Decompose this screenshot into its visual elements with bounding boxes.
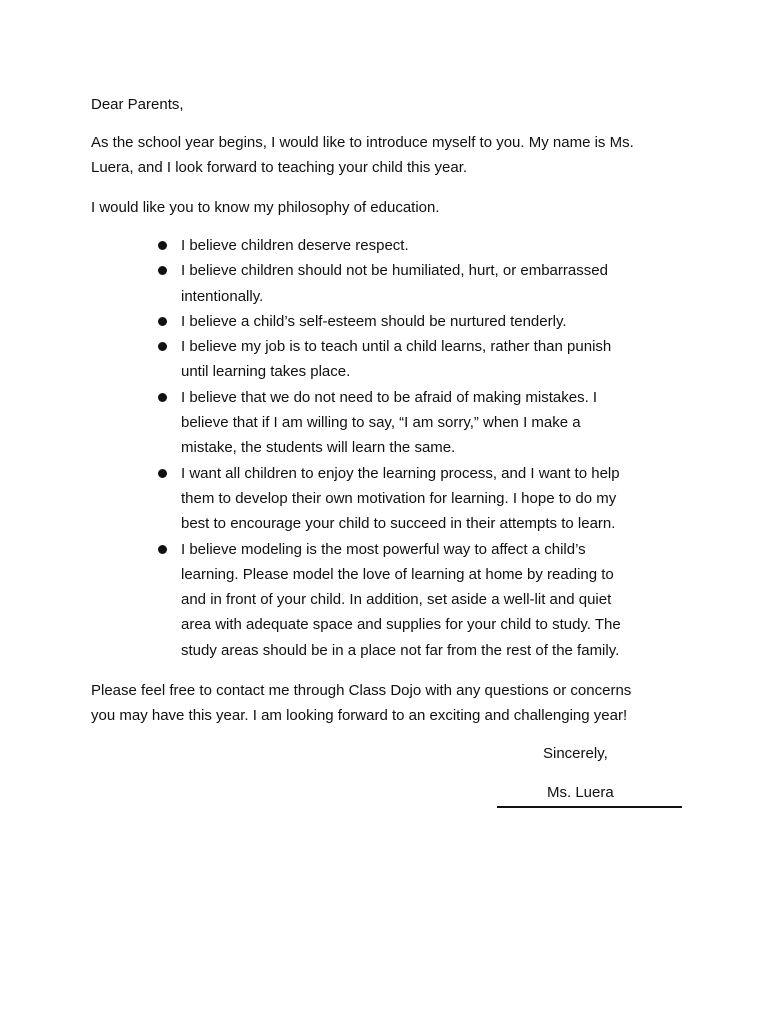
closing-line: you may have this year. I am looking forward to an exciting and challenging year! [91,707,628,724]
belief-line: study areas should be in a place not far from the rest of the family. [181,641,620,659]
bullet-icon [158,469,167,478]
belief-line: I believe children deserve respect. [181,237,409,254]
bullet-icon [158,241,167,250]
belief-item [156,334,686,385]
belief-line: I want all children to enjoy the learning process, and I want to help [181,464,620,482]
belief-line: I believe modeling is the most powerful way to affect a child’s [181,540,586,558]
intro-paragraph [91,130,691,180]
belief-line: I believe my job is to teach until a child learns, rather than punish [181,338,612,356]
philosophy-intro: I would like you to know my philosophy of education. [91,199,440,216]
belief-line: intentionally. [181,287,264,305]
bullet-icon [158,545,167,554]
belief-item [156,233,686,258]
beliefs-list [156,233,686,663]
belief-line: learning. Please model the love of learning at home by reading to [181,565,614,583]
intro-line: Luera, and I look forward to teaching your child this year. [91,159,468,176]
closing-line: Please feel free to contact me through Class Dojo with any questions or concerns [91,682,632,699]
belief-item [156,309,686,334]
intro-line: As the school year begins, I would like to introduce myself to you. My name is Ms. [91,134,634,151]
signature-line [497,806,682,808]
bullet-icon [158,317,167,326]
sign-off: Sincerely, [543,745,608,762]
belief-line: area with adequate space and supplies for your child to study. The [181,616,621,634]
bullet-icon [158,342,167,351]
belief-line: and in front of your child. In addition, set aside a well-lit and quiet [181,591,612,609]
belief-item [156,537,686,663]
closing-paragraph [91,678,691,728]
belief-line: I believe that we do not need to be afraid of making mistakes. I [181,388,598,406]
belief-item [156,385,686,461]
belief-item [156,258,686,309]
bullet-icon [158,266,167,275]
belief-line: them to develop their own motivation for learning. I hope to do my [181,489,617,507]
belief-item [156,461,686,537]
belief-line: I believe a child’s self-esteem should be nurtured tenderly. [181,312,567,330]
belief-line: believe that if I am willing to say, “I am sorry,” when I make a [181,414,581,432]
belief-line: best to encourage your child to succeed in their attempts to learn. [181,515,616,533]
belief-line: mistake, the students will learn the same. [181,439,456,457]
signature-name: Ms. Luera [547,784,614,801]
belief-line: I believe children should not be humiliated, hurt, or embarrassed [181,262,608,280]
greeting: Dear Parents, [91,96,184,113]
belief-line: until learning takes place. [181,363,351,381]
bullet-icon [158,393,167,402]
